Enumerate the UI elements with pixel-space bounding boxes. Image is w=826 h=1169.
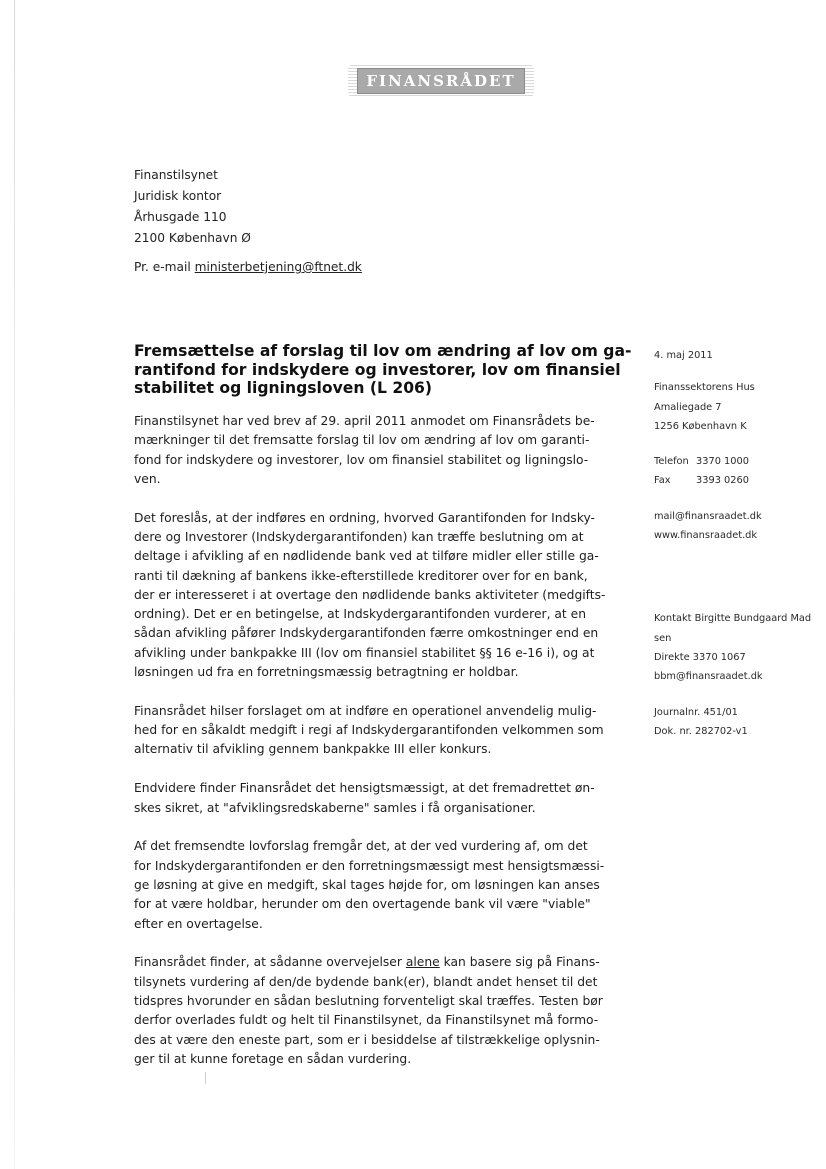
scan-edge [14, 0, 15, 1169]
sender-address-line: Amaliegade 7 [654, 401, 722, 413]
recipient-line: Århusgade 110 [134, 210, 227, 224]
document-number: Dok. nr. 282702-v1 [654, 725, 748, 737]
body-line: dere og Investorer (Indskydergarantifonden) kan træffe beslutning om at [134, 529, 584, 544]
body-line: fond for indskydere og investorer, lov om finansiel stabilitet og ligningslo- [134, 452, 589, 467]
body-line: Endvidere finder Finansrådet det hensigtsmæssigt, at det fremadrettet øn- [134, 781, 595, 796]
body-line: deltage i afvikling af en nødlidende bank ved at tilføre midler eller stille ga- [134, 549, 599, 564]
sender-email[interactable]: mail@finansraadet.dk [654, 510, 762, 522]
direct-phone: Direkte 3370 1067 [654, 651, 746, 663]
body-paragraph [134, 837, 614, 933]
body-line: ven. [134, 471, 161, 486]
journal-number: Journalnr. 451/01 [654, 706, 738, 718]
body-line: alternativ til afvikling gennem bankpakke III eller konkurs. [134, 742, 492, 757]
heading-line: Fremsættelse af forslag til lov om ændring af lov om ga- [134, 342, 632, 360]
body-paragraph [134, 509, 614, 683]
body-line: ger til at kunne foretage en sådan vurdering. [134, 1051, 412, 1066]
body-line: des at være den eneste part, som er i besiddelse af tilstrækkelige oplysnin- [134, 1032, 600, 1047]
finansraadet-logo [348, 60, 534, 102]
phone-row [654, 452, 822, 471]
letter-body [134, 412, 614, 1089]
recipient-line: Juridisk kontor [134, 189, 222, 203]
body-line: mærkninger til det fremsatte forslag til lov om ændring af lov om garanti- [134, 433, 590, 448]
letter-date: 4. maj 2011 [654, 350, 713, 361]
contact-line: Kontakt Birgitte Bundgaard Mad [654, 613, 812, 625]
heading-line: rantifond for indskydere og investorer, lov om finansiel [134, 360, 621, 379]
sender-address-line: 1256 København K [654, 420, 747, 432]
body-line: ordning). Det er en betingelse, at Indskydergarantifonden vurderer, at en [134, 607, 587, 622]
phone-number: 3370 1000 [696, 456, 749, 468]
body-line-end: kan basere sig på Finans- [439, 955, 600, 970]
body-line: efter en overtagelse. [134, 916, 263, 931]
logo-text: FINANSRÅDET [357, 68, 524, 94]
body-line: tilsynets vurdering af den/de bydende bank(er), blandt andet henset til det [134, 974, 598, 989]
recipient-line: Finanstilsynet [134, 168, 218, 182]
body-line: for at være holdbar, herunder om den overtagende bank vil være "viable" [134, 897, 591, 912]
body-line: Finansrådet hilser forslaget om at indføre en operationel anvendelig mulig- [134, 703, 597, 718]
recipient-line: 2100 København Ø [134, 231, 251, 245]
body-line: løsningen ud fra en forretningsmæssig betragtning er holdbar. [134, 665, 519, 680]
body-line: Af det fremsendte lovforslag fremgår det, at der ved vurdering af, om det [134, 839, 588, 854]
body-paragraph [134, 953, 614, 1069]
email-prefix: Pr. e-mail [134, 260, 195, 274]
body-line: tidspres hvorunder en sådan beslutning forventeligt skal træffes. Testen bør [134, 993, 603, 1008]
recipient-email-line [134, 260, 362, 274]
body-line: Det foreslås, at der indføres en ordning, hvorved Garantifonden for Indsky- [134, 510, 595, 525]
body-paragraph [134, 412, 614, 489]
letter-heading [134, 342, 634, 398]
body-line: ranti til dækning af bankens ikke-efterstillede kreditorer over for en bank, [134, 568, 588, 583]
body-line: derfor overlades fuldt og helt til Finanstilsynet, da Finanstilsynet må formo- [134, 1013, 599, 1028]
sender-website[interactable]: www.finansraadet.dk [654, 530, 758, 542]
body-paragraph [134, 779, 614, 818]
heading-line: stabilitet og ligningsloven (L 206) [134, 379, 433, 397]
body-line: skes sikret, at "afviklingsredskaberne" samles i få organisationer. [134, 800, 536, 815]
sender-address-line: Finanssektorens Hus [654, 382, 755, 394]
body-line: afvikling under bankpakke III (lov om finansiel stabilitet §§ 16 e-16 i), og at [134, 645, 595, 660]
recipient-address [134, 165, 251, 249]
sender-sidebar [654, 346, 822, 741]
fax-label: Fax [654, 475, 671, 487]
contact-line: sen [654, 632, 672, 644]
body-paragraph [134, 702, 614, 760]
body-line-start: Finansrådet finder, at sådanne overvejelser [134, 955, 406, 970]
body-line: der er interesseret i at overtage den nødlidende banks aktiviteter (medgifts- [134, 587, 606, 602]
body-line: for Indskydergarantifonden er den forretningsmæssigt mest hensigtsmæssi- [134, 858, 605, 873]
fax-number: 3393 0260 [696, 475, 749, 487]
fax-row [654, 471, 822, 490]
body-line: sådan afvikling påfører Indskydergarantifonden færre omkostninger end en [134, 626, 599, 641]
body-line: Finanstilsynet har ved brev af 29. april 2011 anmodet om Finansrådets be- [134, 414, 595, 428]
body-line: hed for en såkaldt medgift i regi af Indskydergarantifonden velkommen som [134, 723, 604, 738]
scan-artifact [205, 1072, 206, 1084]
underlined-word: alene [405, 955, 440, 970]
phone-label: Telefon [654, 456, 689, 468]
recipient-email-link[interactable]: ministerbetjening@ftnet.dk [194, 260, 362, 274]
body-line: ge løsning at give en medgift, skal tages højde for, om løsningen kan anses [134, 877, 600, 892]
contact-email[interactable]: bbm@finansraadet.dk [654, 671, 763, 683]
